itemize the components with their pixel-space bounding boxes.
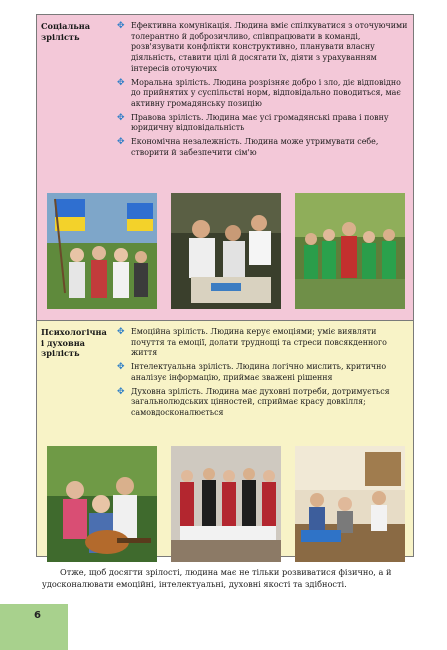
psychological-maturity-section: [37, 321, 413, 556]
diamond-bullet-icon: ✥: [117, 112, 125, 123]
bullet-text: Інтелектуальна зрілість. Людина логічно мислить, критично аналізує інформацію, приймає зважені рішення: [131, 362, 387, 382]
diamond-bullet-icon: ✥: [117, 21, 125, 31]
photo-flags-group: [47, 193, 157, 309]
list-item: [117, 327, 409, 359]
social-bullet-list: [117, 21, 409, 161]
diamond-bullet-icon: ✥: [117, 327, 125, 337]
bullet-text: Економічна незалежність. Людина може утримувати себе, створити й забезпечити сім'ю: [131, 137, 379, 157]
photo-library-study: [295, 446, 405, 562]
list-item: [117, 387, 409, 419]
bullet-text: Духовна зрілість. Людина має духовні потреби, дотримується загальнолюдських цінностей, сприймає красу довкілля; самовдосконалюється: [131, 386, 390, 417]
section-title-psych: Психологічна і духовна зрілість: [41, 327, 107, 358]
social-photo-row: [47, 193, 407, 309]
social-maturity-section: [37, 15, 413, 321]
diamond-bullet-icon: ✥: [117, 362, 125, 373]
diamond-bullet-icon: ✥: [117, 137, 125, 148]
list-item: [117, 113, 409, 134]
list-item: [117, 21, 409, 75]
bullet-text: Ефективна комунікація. Людина вміє спілкуватися з оточуючими толерантно й доброзичливо, співпрацювати в команді, розв'язувати конфлікти конструктивно, планувати власну діяльність, ставити цілі й досягати їх, діяти з урахуванням інтересів оточуючих: [131, 21, 408, 73]
list-item: [117, 78, 409, 110]
bullet-text: Емоційна зрілість. Людина керує емоціями; уміє виявляти почуття та емоції, долати труднощі та стреси повсякденного життя: [131, 327, 387, 358]
psych-photo-row: [47, 446, 407, 562]
bullet-text: Правова зрілість. Людина має усі громадянські права і повну юридичну відповідальність: [131, 112, 389, 133]
list-item: [117, 362, 409, 383]
page-number-tab: [0, 604, 68, 650]
diamond-bullet-icon: ✥: [117, 386, 125, 397]
psych-bullet-list: [117, 327, 409, 422]
section-title-social: Соціальна зрілість: [41, 21, 91, 42]
photo-students-working: [171, 193, 281, 309]
list-item: [117, 137, 409, 158]
conclusion-paragraph: Отже, щоб досягти зрілості, людина має не тільки розвиватися фізично, а й удосконалювати емоційні, інтелектуальні, духовні якості та здібності.: [42, 567, 392, 589]
bullet-text: Моральна зрілість. Людина розрізняє добро і зло, діє відповідно до прийнятих у суспільстві норм, відповідально поводиться, має активну громадянську позицію: [131, 77, 401, 108]
diamond-bullet-icon: ✥: [117, 77, 125, 88]
photo-folk-dancers: [171, 446, 281, 562]
photo-green-shirts-group: [295, 193, 405, 309]
page-number: 6: [34, 610, 41, 621]
maturity-table: [36, 14, 414, 557]
photo-guitar-friends: [47, 446, 157, 562]
